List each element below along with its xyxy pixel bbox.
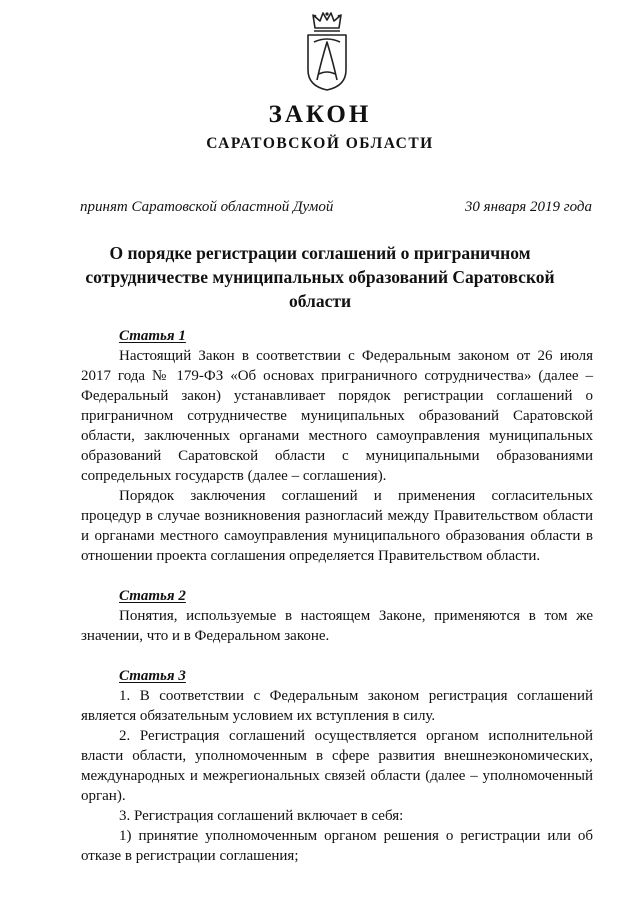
- paragraph: Понятия, используемые в настоящем Законе, применяются в том же значении, что и в Федеральном законе.: [81, 608, 593, 644]
- article-3: [81, 666, 593, 866]
- article-2: [81, 586, 593, 646]
- region-name: САРАТОВСКОЙ ОБЛАСТИ: [206, 135, 434, 152]
- article-heading: Статья 3: [119, 668, 186, 684]
- law-title: ЗАКОН: [268, 101, 372, 128]
- paragraph: 1. В соответствии с Федеральным законом регистрация соглашений является обязательным условием их вступления в силу.: [81, 688, 593, 724]
- article-heading: Статья 2: [119, 588, 186, 604]
- article-heading: Статья 1: [119, 328, 186, 344]
- adoption-line: [80, 196, 592, 218]
- article-1: [81, 326, 593, 566]
- document-body: [81, 326, 593, 886]
- paragraph: 1) принятие уполномоченным органом решения о регистрации или об отказе в регистрации соглашения;: [81, 828, 593, 864]
- adopted-by: принят Саратовской областной Думой: [80, 199, 334, 215]
- saratov-oblast-coat-of-arms-icon: [303, 10, 351, 92]
- paragraph: Настоящий Закон в соответствии с Федеральным законом от 26 июля 2017 года № 179-ФЗ «Об основах приграничного сотрудничества» (далее – Федеральный закон) устанавливает порядок регистрации соглашений о приграничном сотрудничестве муниципальных образований Саратовской области, заключенных органами местного самоуправления муниципальных образований Саратовской области с муниципальными образованиями сопредельных государств (далее – соглашения).: [81, 348, 593, 484]
- adopted-date: 30 января 2019 года: [464, 199, 592, 215]
- document-title: О порядке регистрации соглашений о приграничном сотрудничестве муниципальных образований Саратовской области: [85, 243, 555, 311]
- paragraph: 3. Регистрация соглашений включает в себя:: [119, 808, 404, 824]
- paragraph: Порядок заключения соглашений и применения согласительных процедур в случае возникновения разногласий между Правительством области и органами местного самоуправления муниципального образования области в отношении проекта соглашения определяется Правительством области.: [81, 488, 593, 564]
- paragraph: 2. Регистрация соглашений осуществляется органом исполнительной власти области, уполномоченным в сфере развития внешнеэкономических, международных и межрегиональных связей области (далее – уполномоченный орган).: [81, 728, 593, 804]
